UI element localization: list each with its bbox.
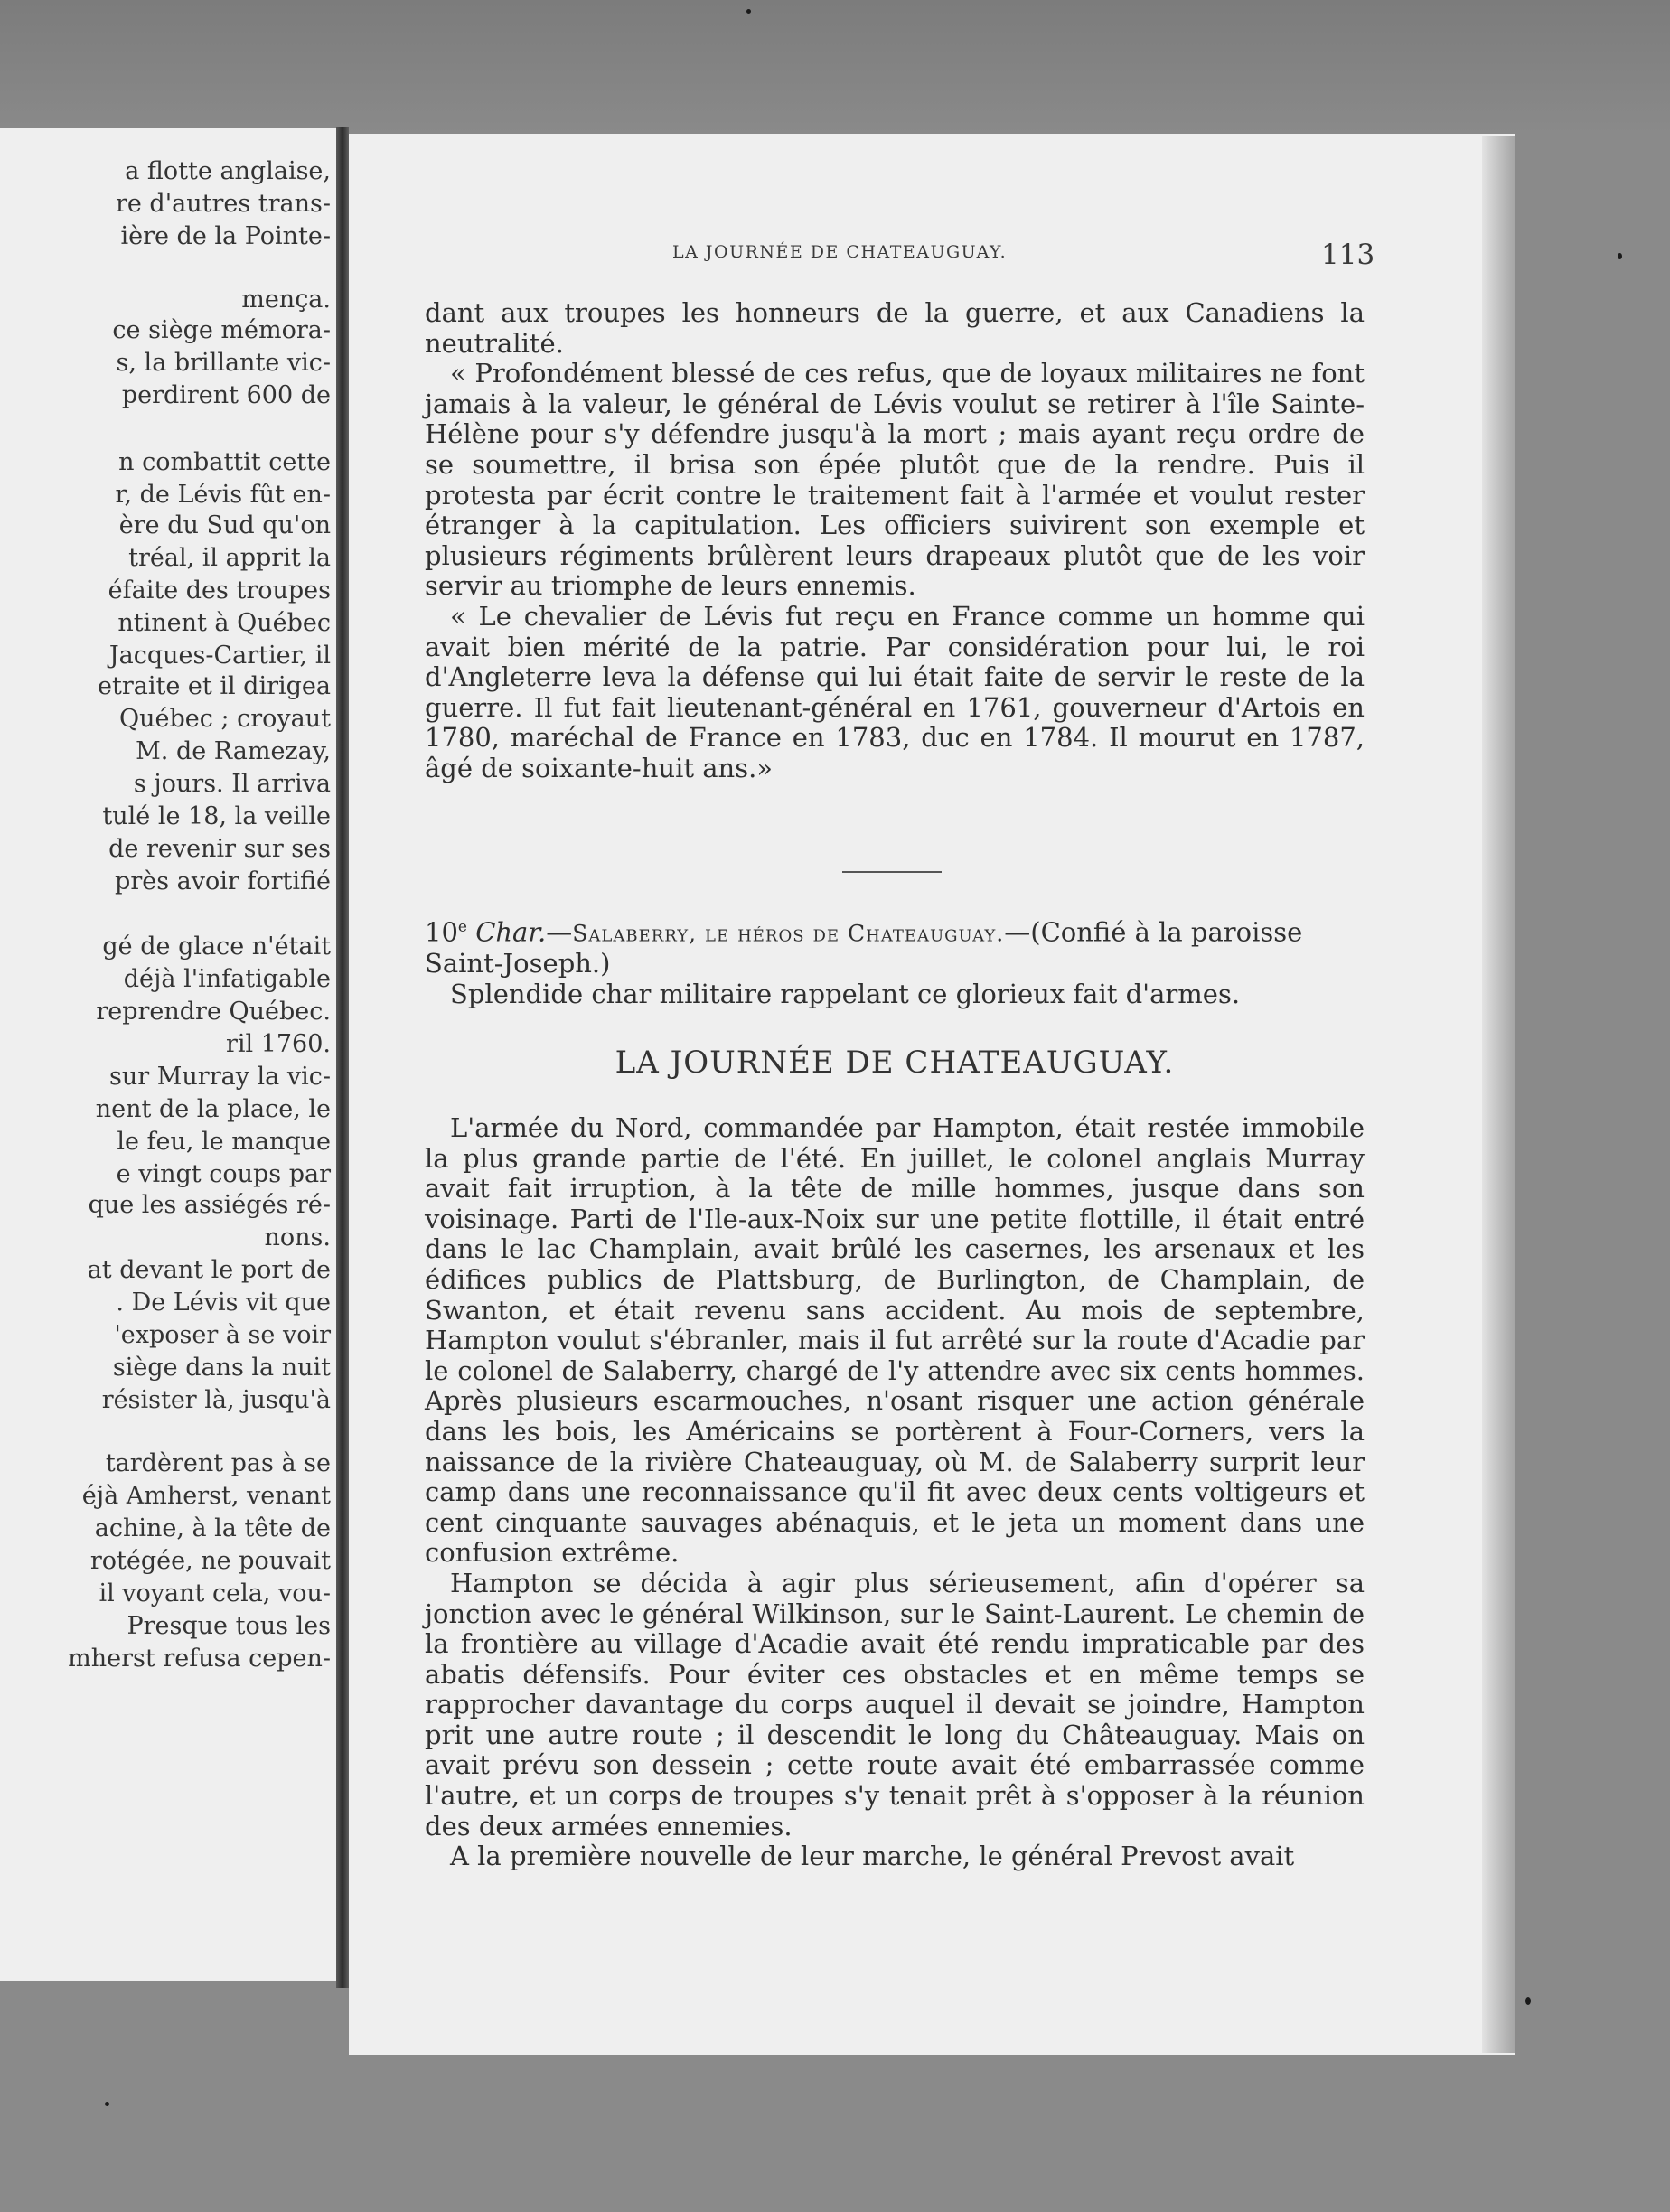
left-page-line: ril 1760. bbox=[225, 1030, 331, 1058]
left-page-line: s jours. Il arriva bbox=[133, 770, 331, 798]
left-page-line: tréal, il apprit la bbox=[128, 544, 331, 572]
left-page-line: près avoir fortifié bbox=[115, 867, 331, 895]
left-page-line: éfaite des troupes bbox=[108, 576, 331, 605]
paragraph-quote-1: « Profondément blessé de ces refus, que de loyaux militaires ne font jamais à la valeur, le général de Lévis voulut se retirer à l'île Sainte-Hélène pour s'y défendre jusqu'à la mort ; mais ayant reçu ordre de se soumettre, il brisa son épée plutôt que de la rendre. Puis il protesta par écrit contre le traitement fait à l'armée et voulut rester étranger à la capitulation. Les officiers suivirent son exemple et plusieurs régiments brûlèrent leurs drapeaux plutôt que de les voir servir au triomphe de leurs ennemis. bbox=[425, 358, 1365, 602]
section-title: LA JOURNÉE DE CHATEAUGUAY. bbox=[615, 1045, 1175, 1081]
left-page-line: 'exposer à se voir bbox=[114, 1321, 331, 1349]
left-page-line: siège dans la nuit bbox=[112, 1354, 331, 1382]
char-entry-heading bbox=[425, 913, 1365, 979]
page-number: 113 bbox=[1321, 239, 1375, 271]
char-number: 10 bbox=[425, 916, 458, 948]
left-page-line: tulé le 18, la veille bbox=[102, 802, 331, 830]
left-page-line: e vingt coups par bbox=[116, 1160, 331, 1188]
left-page-line: ère du Sud qu'on bbox=[118, 511, 331, 539]
left-page bbox=[0, 128, 340, 1981]
char-ordinal: e bbox=[457, 918, 467, 936]
left-page-line: nons. bbox=[264, 1223, 331, 1251]
left-page-line: déjà l'infatigable bbox=[123, 965, 331, 993]
text-block-bottom bbox=[425, 1113, 1365, 1872]
char-label: Char. bbox=[475, 916, 547, 948]
left-page-line: at devant le port de bbox=[87, 1256, 331, 1284]
left-page-line: gé de glace n'était bbox=[102, 933, 331, 961]
paragraph-continuation: dant aux troupes les honneurs de la guerre, et aux Canadiens la neutralité. bbox=[425, 297, 1365, 359]
left-page-line: de revenir sur ses bbox=[108, 835, 331, 863]
dust-speck bbox=[105, 2102, 109, 2106]
left-page-line: s, la brillante vic- bbox=[116, 349, 331, 377]
char-parish: —(Confié à la paroisse Saint-Joseph.) bbox=[425, 916, 1303, 979]
left-page-line: il voyant cela, vou- bbox=[99, 1579, 331, 1607]
left-page-line: résister là, jusqu'à bbox=[101, 1386, 331, 1414]
left-page-line: Jacques-Cartier, il bbox=[108, 642, 331, 670]
left-page-line: nent de la place, le bbox=[95, 1095, 331, 1123]
left-page-line: reprendre Québec. bbox=[96, 998, 331, 1026]
dust-speck bbox=[746, 9, 751, 14]
left-page-line: sur Murray la vic- bbox=[109, 1063, 331, 1091]
paragraph-body-2: Hampton se décida à agir plus sérieusement, afin d'opérer sa jonction avec le général Wilkinson, sur le Saint-Laurent. Le chemin de la frontière au village d'Acadie avait été rendu impraticable par des abatis défensifs. Pour éviter ces obstacles et en même temps se rapprocher davantage du corps auquel il devait se joindre, Hampton prit une autre route ; il descendit le long du Châteauguay. Mais on avait prévu son dessein ; cette route avait été embarrassée comme l'autre, et un corps de troupes s'y tenait prêt à s'opposer à la réunion des deux armées ennemies. bbox=[425, 1567, 1365, 1842]
running-head: LA JOURNÉE DE CHATEAUGUAY. bbox=[672, 242, 1008, 262]
left-page-line: Québec ; croyaut bbox=[118, 705, 331, 733]
dust-speck bbox=[1618, 253, 1622, 259]
left-page-line: mença. bbox=[241, 286, 331, 314]
left-page-line: n combattit cette bbox=[118, 448, 331, 476]
left-page-line: perdirent 600 de bbox=[121, 381, 331, 409]
section-rule bbox=[842, 871, 942, 873]
left-page-line: éjà Amherst, venant bbox=[81, 1482, 331, 1510]
left-page-line: mherst refusa cepen- bbox=[68, 1645, 331, 1673]
book-gutter bbox=[336, 127, 349, 1988]
scan-background bbox=[0, 0, 1670, 136]
paragraph-quote-2: « Le chevalier de Lévis fut reçu en France comme un homme qui avait bien mérité de la patrie. Par considération pour lui, le roi d'Angleterre leva la défense qui lui était faite de servir le reste de la guerre. Il fut fait lieutenant-général en 1761, gouverneur d'Artois en 1780, maréchal de France en 1783, duc en 1784. Il mourut en 1787, âgé de soixante-huit ans.» bbox=[425, 600, 1365, 783]
left-page-line: etraite et il dirigea bbox=[98, 672, 331, 700]
left-page-line: r, de Lévis fût en- bbox=[115, 481, 331, 509]
char-dash: — bbox=[546, 916, 573, 948]
left-page-line: ce siège mémora- bbox=[112, 316, 331, 344]
left-page-line: ntinent à Québec bbox=[117, 609, 331, 637]
page-edge bbox=[1482, 136, 1515, 2053]
left-page-line: que les assiégés ré- bbox=[88, 1191, 331, 1219]
left-page-line: a flotte anglaise, bbox=[125, 157, 331, 185]
left-page-line: rotégée, ne pouvait bbox=[89, 1547, 331, 1575]
dust-speck bbox=[1525, 1997, 1531, 2005]
paragraph-body-3: A la première nouvelle de leur marche, le général Prevost avait bbox=[450, 1841, 1295, 1872]
left-page-line: . De Lévis vit que bbox=[116, 1289, 331, 1317]
left-page-line: le feu, le manque bbox=[117, 1128, 331, 1156]
char-entry bbox=[425, 913, 1365, 1009]
left-page-line: re d'autres trans- bbox=[115, 190, 331, 218]
left-page-line: tardèrent pas à se bbox=[105, 1449, 331, 1477]
text-block-top bbox=[425, 298, 1365, 784]
char-description: Splendide char militaire rappelant ce glorieux fait d'armes. bbox=[450, 978, 1241, 1009]
left-page-line: achine, à la tête de bbox=[94, 1514, 331, 1542]
left-page-line: ière de la Pointe- bbox=[120, 222, 331, 250]
left-page-line: Presque tous les bbox=[127, 1612, 331, 1640]
paragraph-body-1: L'armée du Nord, commandée par Hampton, était restée immobile la plus grande partie de l'été. En juillet, le colonel anglais Murray avait fait irruption, à la tête de mille hommes, jusque dans son voisinage. Parti de l'Ile-aux-Noix sur une petite flottille, il était entré dans le lac Champlain, avait brûlé les casernes, les arsenaux et les édifices publics de Plattsburg, de Burlington, de Champlain, de Swanton, et était revenu sans accident. Au mois de septembre, Hampton voulut s'ébranler, mais il fut arrêté sur la route d'Acadie par le colonel de Salaberry, chargé de l'y attendre avec six cents hommes. Après plusieurs escarmouches, n'osant risquer une action générale dans les bois, les Américains se portèrent à Four-Corners, vers la naissance de la rivière Chateauguay, où M. de Salaberry surprit leur camp dans une reconnaissance qu'il fit avec deux cents voltigeurs et cent cinquante sauvages abénaquis, et le jeta un moment dans une confusion extrême. bbox=[425, 1112, 1365, 1569]
char-title: Salaberry, le héros de Chateauguay. bbox=[572, 920, 1005, 947]
left-page-line: M. de Ramezay, bbox=[136, 737, 331, 765]
